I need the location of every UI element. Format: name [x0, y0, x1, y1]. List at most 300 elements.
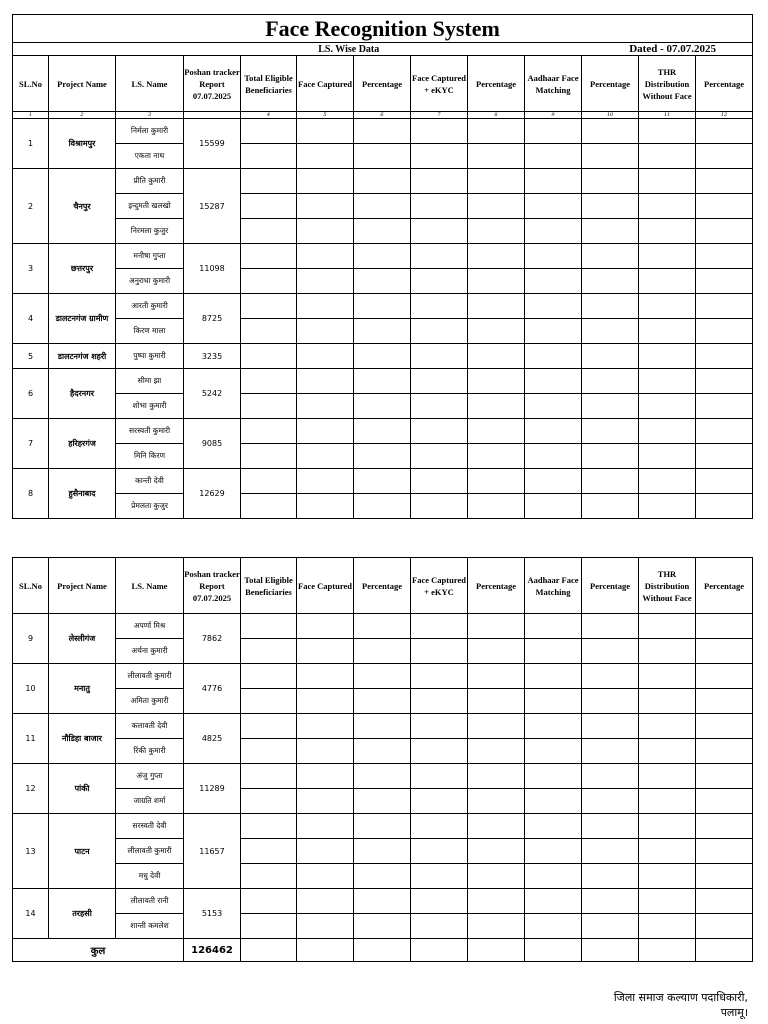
block2-header-3: Poshan tracker Report 07.07.2025 [184, 558, 241, 614]
empty-data-cell [241, 319, 297, 344]
table-row [13, 444, 753, 469]
empty-data-cell [582, 144, 639, 169]
table-row [13, 394, 753, 419]
project-name-cell: हरिहरगंज [49, 419, 116, 469]
empty-data-cell [354, 714, 411, 739]
empty-data-cell [354, 369, 411, 394]
empty-data-cell [354, 764, 411, 789]
empty-data-cell [354, 269, 411, 294]
ls-name-cell: निर्मला कुमारी [116, 119, 184, 144]
empty-data-cell [297, 764, 354, 789]
empty-data-cell [582, 269, 639, 294]
empty-data-cell [354, 914, 411, 939]
empty-data-cell [468, 294, 525, 319]
empty-data-cell [639, 194, 696, 219]
empty-data-cell [297, 169, 354, 194]
empty-data-cell [468, 169, 525, 194]
empty-data-cell [297, 494, 354, 519]
empty-data-cell [354, 469, 411, 494]
empty-data-cell [639, 244, 696, 269]
empty-data-cell [411, 319, 468, 344]
empty-data-cell [582, 169, 639, 194]
empty-data-cell [241, 914, 297, 939]
empty-data-cell [525, 469, 582, 494]
ls-name-cell: इन्दुमती खलखो [116, 194, 184, 219]
empty-data-cell [525, 369, 582, 394]
empty-data-cell [411, 864, 468, 889]
empty-data-cell [696, 394, 753, 419]
column-number: 2 [49, 112, 116, 119]
empty-data-cell [696, 914, 753, 939]
empty-data-cell [639, 689, 696, 714]
empty-data-cell [696, 639, 753, 664]
table-row [13, 889, 753, 914]
ls-name-cell: कान्ती देवी [116, 469, 184, 494]
column-number: 4 [241, 112, 297, 119]
empty-data-cell [411, 269, 468, 294]
empty-data-cell [297, 664, 354, 689]
empty-data-cell [582, 814, 639, 839]
ls-name-cell: अपर्णा मिश्र [116, 614, 184, 639]
empty-data-cell [297, 294, 354, 319]
empty-data-cell [411, 219, 468, 244]
empty-data-cell [582, 494, 639, 519]
empty-data-cell [297, 714, 354, 739]
project-name-cell: लेस्लीगंज [49, 614, 116, 664]
empty-data-cell [354, 814, 411, 839]
table-row [13, 494, 753, 519]
empty-data-cell [525, 219, 582, 244]
empty-data-cell [241, 639, 297, 664]
empty-data-cell [297, 839, 354, 864]
empty-data-cell [354, 119, 411, 144]
empty-data-cell [639, 444, 696, 469]
empty-data-cell [354, 344, 411, 369]
poshan-count-cell: 5153 [184, 889, 241, 939]
empty-data-cell [297, 889, 354, 914]
empty-data-cell [241, 219, 297, 244]
empty-data-cell [525, 444, 582, 469]
table-row [13, 119, 753, 144]
empty-data-cell [411, 614, 468, 639]
empty-data-cell [411, 664, 468, 689]
empty-data-cell [241, 444, 297, 469]
empty-data-cell [582, 369, 639, 394]
empty-data-cell [696, 739, 753, 764]
empty-data-cell [411, 494, 468, 519]
empty-data-cell [241, 814, 297, 839]
column-number: 12 [696, 112, 753, 119]
empty-data-cell [411, 469, 468, 494]
empty-data-cell [241, 344, 297, 369]
ls-name-cell: निरमला कुजुर [116, 219, 184, 244]
poshan-count-cell: 8725 [184, 294, 241, 344]
table-row [13, 614, 753, 639]
column-number: 7 [411, 112, 468, 119]
empty-data-cell [468, 739, 525, 764]
empty-data-cell [639, 764, 696, 789]
empty-data-cell [411, 419, 468, 444]
empty-data-cell [696, 714, 753, 739]
subtitle: LS. Wise Data [13, 43, 525, 56]
block2-header-10: Percentage [582, 558, 639, 614]
poshan-count-cell: 12629 [184, 469, 241, 519]
empty-data-cell [468, 244, 525, 269]
empty-data-cell [297, 914, 354, 939]
empty-data-cell [582, 469, 639, 494]
ls-name-cell: प्रेमलता कुजुर [116, 494, 184, 519]
sl-no-cell: 12 [13, 764, 49, 814]
empty-data-cell [525, 739, 582, 764]
empty-data-cell [411, 344, 468, 369]
table-row [13, 469, 753, 494]
empty-data-cell [468, 864, 525, 889]
empty-data-cell [297, 219, 354, 244]
table-row [13, 664, 753, 689]
block1-header-9: Aadhaar Face Matching [525, 56, 582, 112]
empty-data-cell [411, 689, 468, 714]
empty-data-cell [525, 244, 582, 269]
ls-name-cell: किरण माला [116, 319, 184, 344]
column-number: 6 [354, 112, 411, 119]
empty-data-cell [582, 839, 639, 864]
column-number: 3 [116, 112, 184, 119]
empty-data-cell [696, 269, 753, 294]
empty-data-cell [241, 194, 297, 219]
footer-district: पलामू। [720, 1006, 748, 1019]
table-row [13, 814, 753, 839]
empty-data-cell [354, 394, 411, 419]
empty-data-cell [696, 764, 753, 789]
empty-data-cell [241, 244, 297, 269]
empty-data-cell [354, 144, 411, 169]
empty-data-cell [241, 294, 297, 319]
ls-name-cell: शोभा कुमारी [116, 394, 184, 419]
empty-data-cell [468, 444, 525, 469]
project-name-cell: पांकी [49, 764, 116, 814]
empty-data-cell [582, 764, 639, 789]
empty-data-cell [411, 369, 468, 394]
table-row [13, 419, 753, 444]
table-row [13, 639, 753, 664]
empty-data-cell [696, 839, 753, 864]
table-row [13, 369, 753, 394]
empty-data-cell [297, 369, 354, 394]
empty-data-cell [525, 889, 582, 914]
empty-data-cell [468, 614, 525, 639]
empty-data-cell [582, 639, 639, 664]
empty-data-cell [525, 764, 582, 789]
sl-no-cell: 8 [13, 469, 49, 519]
ls-name-cell: अर्चना कुमारी [116, 639, 184, 664]
empty-data-cell [639, 664, 696, 689]
empty-data-cell [354, 419, 411, 444]
empty-data-cell [582, 119, 639, 144]
ls-name-cell: लीलावती कुमारी [116, 664, 184, 689]
block2-header-7: Face Captured + eKYC [411, 558, 468, 614]
project-name-cell: चैनपुर [49, 169, 116, 244]
sl-no-cell: 13 [13, 814, 49, 889]
empty-data-cell [411, 444, 468, 469]
empty-data-cell [525, 639, 582, 664]
empty-data-cell [468, 889, 525, 914]
sl-no-cell: 1 [13, 119, 49, 169]
block1-header-11: THR Distribution Without Face [639, 56, 696, 112]
empty-data-cell [639, 294, 696, 319]
empty-data-cell [525, 294, 582, 319]
poshan-count-cell: 11289 [184, 764, 241, 814]
empty-data-cell [354, 614, 411, 639]
empty-data-cell [639, 639, 696, 664]
empty-data-cell [241, 119, 297, 144]
table-row [13, 864, 753, 889]
table-block-2 [12, 557, 752, 962]
empty-data-cell [525, 144, 582, 169]
empty-data-cell [639, 369, 696, 394]
empty-data-cell [525, 194, 582, 219]
block2-header-6: Percentage [354, 558, 411, 614]
ls-name-cell: अमिता कुमारी [116, 689, 184, 714]
empty-data-cell [639, 839, 696, 864]
empty-data-cell [354, 789, 411, 814]
empty-data-cell [639, 344, 696, 369]
empty-data-cell [354, 664, 411, 689]
column-number: 5 [297, 112, 354, 119]
empty-data-cell [582, 244, 639, 269]
block2-header-4: Total Eligible Beneficiaries [241, 558, 297, 614]
block2-header-1: Project Name [49, 558, 116, 614]
empty-data-cell [696, 664, 753, 689]
table-row [13, 269, 753, 294]
empty-data-cell [696, 614, 753, 639]
empty-data-cell [525, 319, 582, 344]
empty-data-cell [411, 814, 468, 839]
empty-data-cell [411, 294, 468, 319]
empty-data-cell [696, 319, 753, 344]
empty-data-cell [639, 494, 696, 519]
empty-data-cell [354, 294, 411, 319]
empty-data-cell [411, 169, 468, 194]
empty-data-cell [241, 614, 297, 639]
empty-data-cell [525, 119, 582, 144]
empty-data-cell [411, 789, 468, 814]
table-row [13, 219, 753, 244]
ls-name-cell: लीलावती कुमारी [116, 839, 184, 864]
empty-data-cell [525, 914, 582, 939]
empty-data-cell [468, 494, 525, 519]
ls-wise-table-1 [12, 14, 753, 519]
empty-data-cell [582, 219, 639, 244]
empty-data-cell [297, 319, 354, 344]
empty-data-cell [639, 864, 696, 889]
poshan-count-cell: 11098 [184, 244, 241, 294]
empty-data-cell [468, 419, 525, 444]
empty-data-cell [696, 144, 753, 169]
block1-header-3: Poshan tracker Report 07.07.2025 [184, 56, 241, 112]
block1-header-4: Total Eligible Beneficiaries [241, 56, 297, 112]
block2-header-5: Face Captured [297, 558, 354, 614]
empty-data-cell [639, 614, 696, 639]
total-value: 126462 [184, 939, 241, 962]
block2-header-11: THR Distribution Without Face [639, 558, 696, 614]
project-name-cell: मनातु [49, 664, 116, 714]
empty-data-cell [582, 789, 639, 814]
empty-data-cell [468, 369, 525, 394]
empty-data-cell [582, 889, 639, 914]
project-name-cell: डालटनगंज ग्रामीण [49, 294, 116, 344]
empty-data-cell [582, 614, 639, 639]
empty-data-cell [639, 119, 696, 144]
empty-data-cell [639, 814, 696, 839]
empty-data-cell [582, 394, 639, 419]
empty-data-cell [696, 219, 753, 244]
empty-data-cell [525, 344, 582, 369]
table-row [13, 319, 753, 344]
empty-data-cell [468, 689, 525, 714]
empty-data-cell [241, 664, 297, 689]
empty-data-cell [525, 269, 582, 294]
table-row [13, 789, 753, 814]
empty-data-cell [297, 244, 354, 269]
sl-no-cell: 2 [13, 169, 49, 244]
empty-data-cell [411, 764, 468, 789]
empty-data-cell [241, 739, 297, 764]
empty-data-cell [241, 789, 297, 814]
empty-data-cell [468, 814, 525, 839]
empty-data-cell [468, 839, 525, 864]
empty-data-cell [297, 394, 354, 419]
block2-header-8: Percentage [468, 558, 525, 614]
sl-no-cell: 5 [13, 344, 49, 369]
sl-no-cell: 10 [13, 664, 49, 714]
poshan-count-cell: 4776 [184, 664, 241, 714]
page-title: Face Recognition System [13, 15, 753, 43]
empty-data-cell [411, 119, 468, 144]
empty-data-cell [297, 614, 354, 639]
empty-data-cell [297, 344, 354, 369]
empty-data-cell [639, 714, 696, 739]
empty-data-cell [241, 689, 297, 714]
sl-no-cell: 4 [13, 294, 49, 344]
ls-name-cell: मनीषा गुप्ता [116, 244, 184, 269]
empty-data-cell [696, 244, 753, 269]
empty-data-cell [411, 714, 468, 739]
column-number: 1 [13, 112, 49, 119]
empty-data-cell [241, 469, 297, 494]
ls-name-cell: सीमा झा [116, 369, 184, 394]
empty-data-cell [241, 494, 297, 519]
empty-data-cell [354, 219, 411, 244]
empty-data-cell [468, 219, 525, 244]
empty-data-cell [525, 419, 582, 444]
empty-data-cell [525, 864, 582, 889]
empty-data-cell [468, 269, 525, 294]
empty-data-cell [468, 469, 525, 494]
empty-data-cell [297, 864, 354, 889]
empty-data-cell [639, 319, 696, 344]
empty-data-cell [525, 169, 582, 194]
table-row [13, 764, 753, 789]
empty-data-cell [241, 889, 297, 914]
empty-data-cell [354, 839, 411, 864]
empty-data-cell [354, 444, 411, 469]
project-name-cell: हैदरनगर [49, 369, 116, 419]
empty-data-cell [639, 739, 696, 764]
empty-data-cell [696, 814, 753, 839]
empty-data-cell [354, 864, 411, 889]
empty-data-cell [297, 119, 354, 144]
empty-data-cell [639, 269, 696, 294]
empty-data-cell [241, 394, 297, 419]
project-name-cell: पाटन [49, 814, 116, 889]
empty-data-cell [411, 394, 468, 419]
empty-data-cell [582, 194, 639, 219]
block1-header-0: SL.No [13, 56, 49, 112]
table-row [13, 194, 753, 219]
empty-data-cell [696, 444, 753, 469]
table-row [13, 144, 753, 169]
table-row [13, 344, 753, 369]
empty-data-cell [354, 244, 411, 269]
empty-data-cell [639, 789, 696, 814]
block2-header-12: Percentage [696, 558, 753, 614]
empty-data-cell [582, 319, 639, 344]
empty-data-cell [639, 889, 696, 914]
empty-data-cell [297, 444, 354, 469]
empty-data-cell [241, 714, 297, 739]
poshan-count-cell: 4825 [184, 714, 241, 764]
empty-data-cell [354, 194, 411, 219]
empty-data-cell [411, 194, 468, 219]
empty-data-cell [297, 789, 354, 814]
block1-header-7: Face Captured + eKYC [411, 56, 468, 112]
empty-data-cell [639, 469, 696, 494]
empty-data-cell [696, 344, 753, 369]
sl-no-cell: 3 [13, 244, 49, 294]
empty-data-cell [696, 294, 753, 319]
empty-data-cell [468, 764, 525, 789]
empty-data-cell [639, 394, 696, 419]
empty-data-cell [582, 689, 639, 714]
empty-data-cell [696, 789, 753, 814]
empty-data-cell [468, 714, 525, 739]
empty-data-cell [696, 689, 753, 714]
empty-data-cell [582, 864, 639, 889]
empty-data-cell [411, 244, 468, 269]
sl-no-cell: 6 [13, 369, 49, 419]
dated-label: Dated - 07.07.2025 [525, 43, 753, 56]
ls-name-cell: कलावती देवी [116, 714, 184, 739]
ls-name-cell: जाग्रति शर्मा [116, 789, 184, 814]
empty-data-cell [696, 494, 753, 519]
empty-data-cell [411, 639, 468, 664]
empty-data-cell [525, 614, 582, 639]
empty-data-cell [297, 639, 354, 664]
empty-data-cell [354, 739, 411, 764]
table-row [13, 739, 753, 764]
empty-data-cell [468, 664, 525, 689]
empty-data-cell [354, 639, 411, 664]
ls-name-cell: लीलावती रानी [116, 889, 184, 914]
empty-data-cell [525, 494, 582, 519]
empty-data-cell [468, 639, 525, 664]
empty-data-cell [354, 689, 411, 714]
table-row [13, 689, 753, 714]
empty-data-cell [525, 394, 582, 419]
empty-data-cell [696, 469, 753, 494]
empty-data-cell [639, 914, 696, 939]
empty-data-cell [582, 739, 639, 764]
